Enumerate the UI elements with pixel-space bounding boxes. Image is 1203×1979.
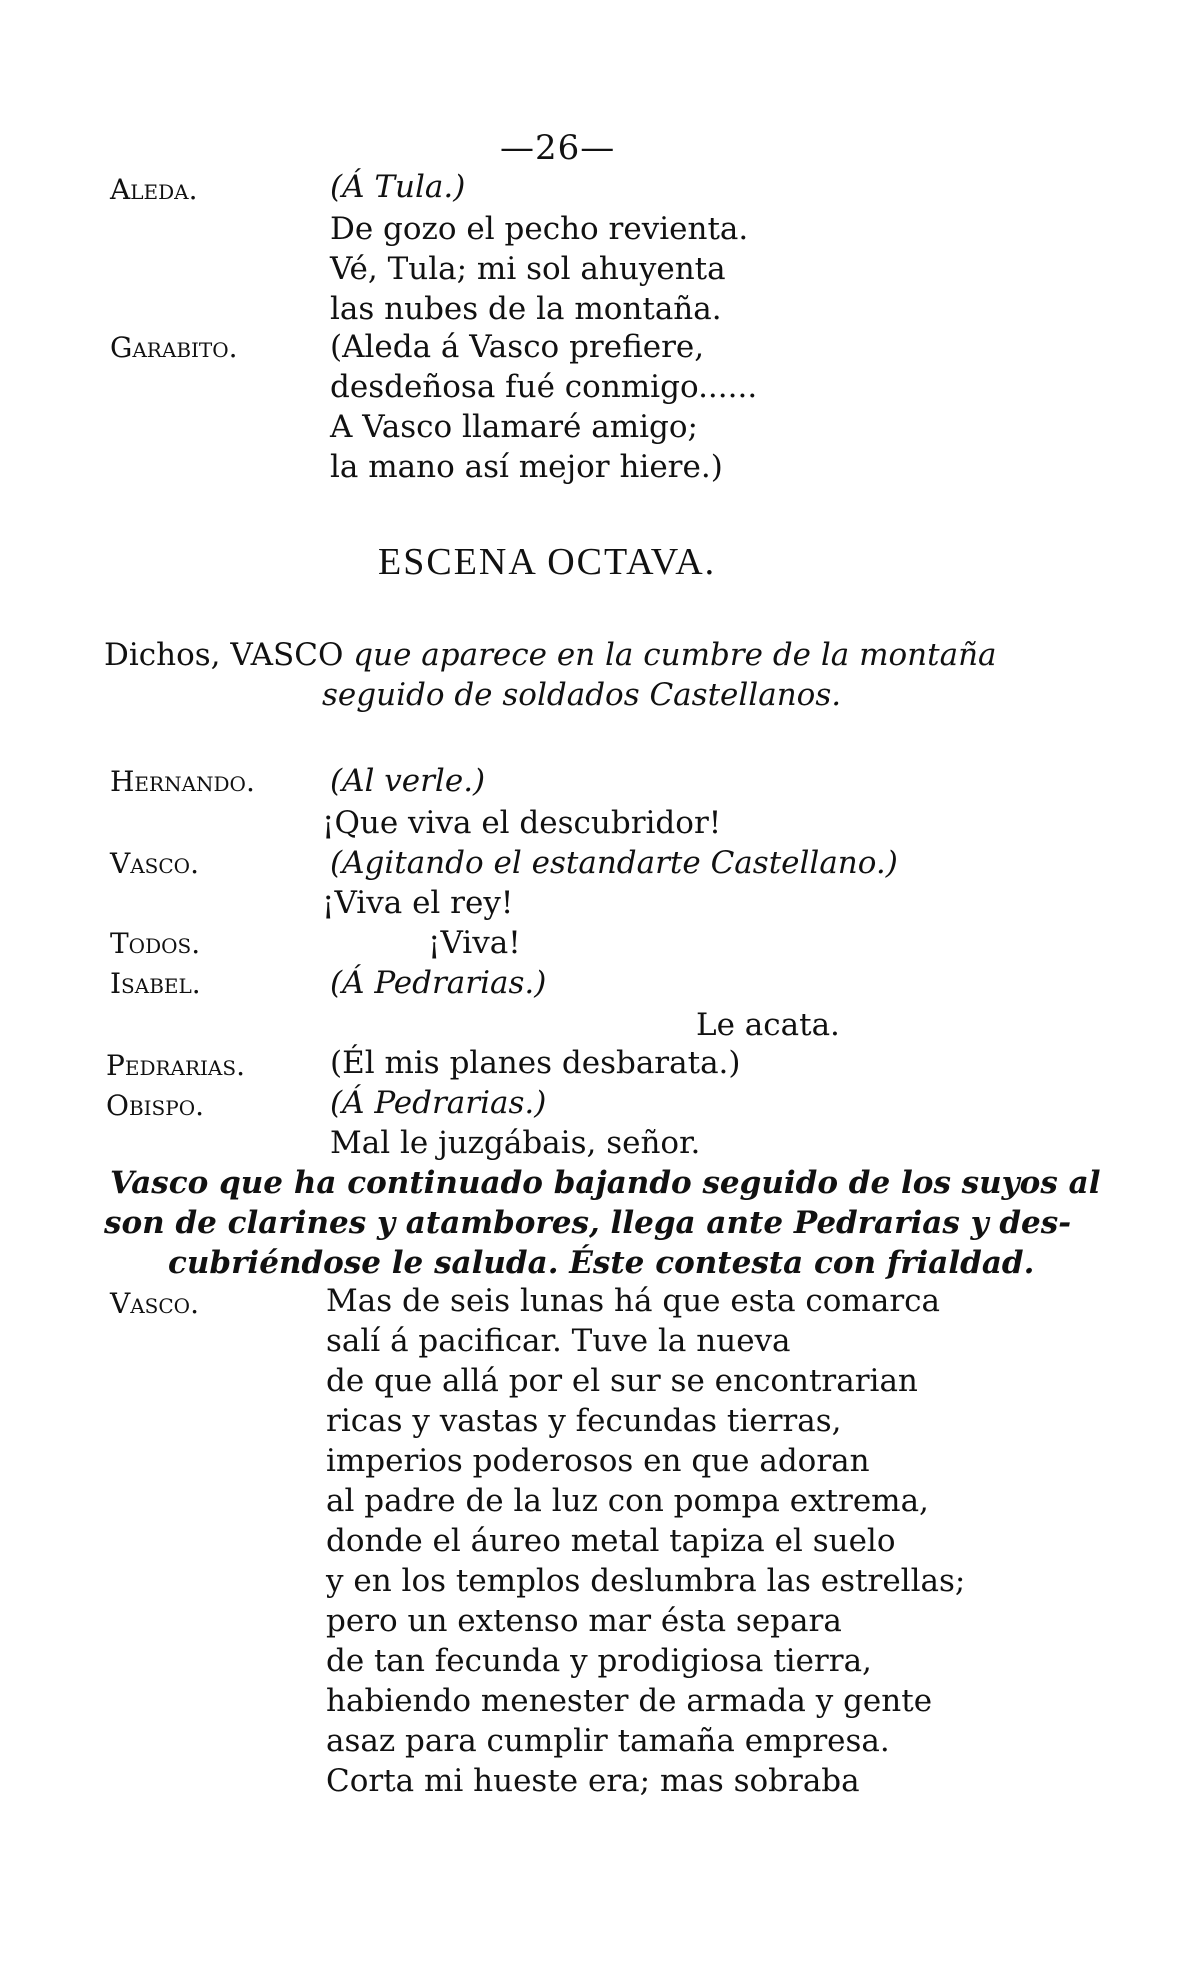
speaker-aleda: Aleda. bbox=[110, 173, 198, 206]
stage-direction-line: son de clarines y atambores, llega ante Pedrarias y des- bbox=[104, 1205, 1072, 1241]
stage-aside: (Á Pedrarias.) bbox=[330, 965, 547, 1001]
verse-line: las nubes de la montaña. bbox=[330, 291, 722, 327]
verse-line: (Él mis planes desbarata.) bbox=[330, 1045, 741, 1081]
speaker-vasco: Vasco. bbox=[110, 847, 199, 880]
verse-line: de tan fecunda y prodigiosa tierra, bbox=[326, 1643, 872, 1679]
verse-line: Mal le juzgábais, señor. bbox=[330, 1125, 701, 1161]
verse-line: salí á pacificar. Tuve la nueva bbox=[326, 1323, 791, 1359]
stage-direction-line: seguido de soldados Castellanos. bbox=[322, 677, 842, 713]
stage-direction-characters: Dichos, VASCO bbox=[104, 637, 354, 673]
verse-line: asaz para cumplir tamaña empresa. bbox=[326, 1723, 890, 1759]
stage-aside: (Agitando el estandarte Castellano.) bbox=[330, 845, 898, 881]
verse-line: al padre de la luz con pompa extrema, bbox=[326, 1483, 929, 1519]
stage-aside: (Al verle.) bbox=[330, 763, 486, 799]
verse-line: (Aleda á Vasco prefiere, bbox=[330, 329, 705, 365]
verse-line: donde el áureo metal tapiza el suelo bbox=[326, 1523, 896, 1559]
speaker-vasco-speech: Vasco. bbox=[110, 1287, 199, 1320]
verse-line: ¡Viva el rey! bbox=[322, 885, 514, 921]
verse-line: Mas de seis lunas há que esta comarca bbox=[326, 1283, 940, 1319]
stage-direction-text: que aparece en la cumbre de la montaña bbox=[353, 637, 997, 673]
speaker-obispo: Obispo. bbox=[106, 1089, 205, 1122]
speaker-hernando: Hernando. bbox=[110, 765, 255, 798]
page-number: —26— bbox=[500, 128, 616, 168]
verse-line: desdeñosa fué conmigo...... bbox=[330, 369, 758, 405]
verse-line: de que allá por el sur se encontrarian bbox=[326, 1363, 918, 1399]
verse-line: y en los templos deslumbra las estrellas; bbox=[326, 1563, 966, 1599]
verse-line: Corta mi hueste era; mas sobraba bbox=[326, 1763, 860, 1799]
speaker-todos: Todos. bbox=[110, 927, 201, 960]
stage-aside: (Á Tula.) bbox=[330, 169, 466, 205]
speaker-garabito: Garabito. bbox=[110, 331, 238, 364]
stage-aside: (Á Pedrarias.) bbox=[330, 1085, 547, 1121]
verse-line: ¡Que viva el descubridor! bbox=[322, 805, 722, 841]
verse-line: A Vasco llamaré amigo; bbox=[330, 409, 699, 445]
verse-line: la mano así mejor hiere.) bbox=[330, 449, 723, 485]
verse-line: ¡Viva! bbox=[428, 925, 521, 961]
stage-direction-line bbox=[104, 637, 997, 673]
speaker-pedrarias: Pedrarias. bbox=[106, 1049, 245, 1082]
speaker-isabel: Isabel. bbox=[110, 967, 201, 1000]
verse-line: imperios poderosos en que adoran bbox=[326, 1443, 870, 1479]
verse-line: pero un extenso mar ésta separa bbox=[326, 1603, 842, 1639]
stage-direction-line: Vasco que ha continuado bajando seguido de los suyos al bbox=[110, 1165, 1101, 1201]
scene-heading: ESCENA OCTAVA. bbox=[378, 541, 717, 583]
verse-line: Le acata. bbox=[696, 1007, 840, 1043]
verse-line: ricas y vastas y fecundas tierras, bbox=[326, 1403, 842, 1439]
stage-direction-line: cubriéndose le saluda. Éste contesta con frialdad. bbox=[168, 1245, 1035, 1281]
verse-line: De gozo el pecho revienta. bbox=[330, 211, 749, 247]
verse-line: Vé, Tula; mi sol ahuyenta bbox=[330, 251, 726, 287]
verse-line: habiendo menester de armada y gente bbox=[326, 1683, 933, 1719]
